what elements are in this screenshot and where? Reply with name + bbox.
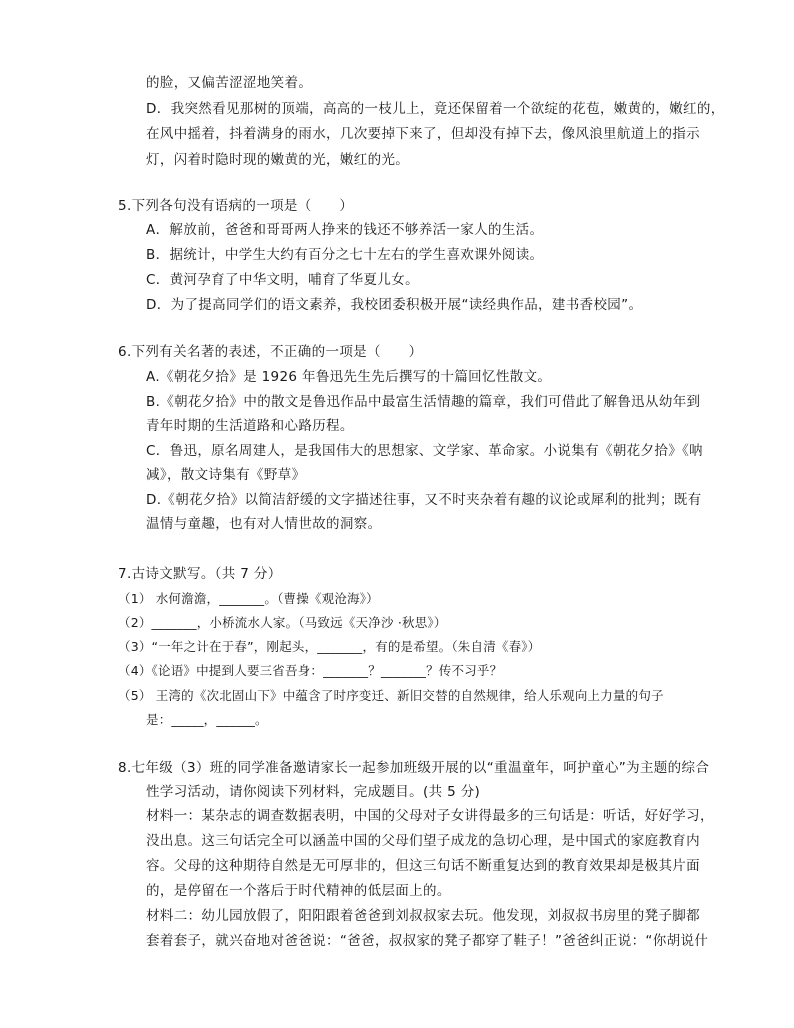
q8-material1-line4: 的，是停留在一个落后于时代精神的低层面上的。 [146,883,451,899]
q7-item-2: （2）_______，小桥流水人家。（马致远《天净沙 ·秋思》） [118,615,447,630]
q7-item-3: （3）“一年之计在于春”，刚起头，_______，有的是希望。（朱自清《春》） [118,639,541,654]
q5-option-b: B．据统计，中学生大约有百分之七十左右的学生喜欢课外阅读。 [146,247,544,263]
q5-option-d: D．为了提高同学们的语文素养，我校团委积极开展“读经典作品，建书香校园”。 [146,297,643,313]
q7-item-5-line2: 是：_____，______。 [146,712,268,727]
q6-option-c-line2: 减》，散文诗集有《野草》 [146,467,306,483]
q7-item-4: （4）《论语》中提到人要三省吾身：_______？_______？传不习乎？ [118,663,503,678]
q8-material1-line1: 材料一：某杂志的调查数据表明，中国的父母对子女讲得最多的三句话是：听话，好好学习， [146,808,714,824]
q8-material2-line1: 材料二：幼儿园放假了，阳阳跟着爸爸到刘叔叔家去玩。他发现，刘叔叔书房里的凳子脚都 [146,908,700,924]
q6-title: 6.下列有关名著的表述，不正确的一项是（ ） [118,344,423,360]
q6-option-a: A.《朝花夕拾》是 1926 年鲁迅先生先后撰写的十篇回忆性散文。 [146,369,552,385]
q7-item-1: （1） 水何澹澹，_______。（曹操《观沧海》） [118,591,379,606]
q8-title-line1: 8.七年级（3）班的同学准备邀请家长一起参加班级开展的以“重温童年，呵护童心”为主题的综合 [118,760,710,776]
q8-material2-line2: 套着套子，就兴奋地对爸爸说：“爸爸，叔叔家的凳子都穿了鞋子！”爸爸纠正说：“你胡说什 [146,933,709,949]
q6-option-c-line1: C．鲁迅，原名周建人，是我国伟大的思想家、文学家、革命家。小说集有《朝花夕拾》《呐 [146,443,704,459]
q4-option-d-line1: D．我突然看见那树的顶端，高高的一枝儿上，竟还保留着一个欲绽的花苞，嫩黄的，嫩红的， [146,101,725,117]
q4-option-d-line2: 在风中摇着，抖着满身的雨水，几次要掉下来了，但却没有掉下去，像风浪里航道上的指示 [146,126,700,142]
q8-material1-line3: 容。父母的这种期待自然是无可厚非的，但这三句话不断重复达到的教育效果却是极其片面 [146,858,700,874]
q5-option-c: C．黄河孕育了中华文明，哺育了华夏儿女。 [146,272,419,288]
q5-option-a: A．解放前，爸爸和哥哥两人挣来的钱还不够养活一家人的生活。 [146,222,544,238]
q7-title: 7.古诗文默写。（共 7 分） [118,566,282,582]
q5-title: 5.下列各句没有语病的一项是（ ） [118,198,354,214]
q4-option-c-line2: 的脸，又偏苦涩涩地笑着。 [146,75,313,91]
q6-option-b-line2: 青年时期的生活道路和心路历程。 [146,418,354,434]
q4-option-d-line3: 灯，闪着时隐时现的嫩黄的光，嫩红的光。 [146,152,410,168]
q6-option-d-line1: D.《朝花夕拾》以简洁舒缓的文字描述往事，又不时夹杂着有趣的议论或犀利的批判；既有 [146,492,702,508]
q6-option-b-line1: B.《朝花夕拾》中的散文是鲁迅作品中最富生活情趣的篇章，我们可借此了解鲁迅从幼年到 [146,394,701,410]
q8-material1-line2: 没出息。这三句话完全可以涵盖中国的父母们望子成龙的急切心理，是中国式的家庭教育内 [146,833,700,849]
q7-item-5-line1: （5） 王湾的《次北固山下》中蕴含了时序变迁、新旧交替的自然规律，给人乐观向上力量的句子 [118,688,664,703]
q6-option-d-line2: 温情与童趣，也有对人情世故的洞察。 [146,516,382,532]
q8-title-line2: 性学习活动，请你阅读下列材料，完成题目。(共 5 分) [146,784,481,800]
